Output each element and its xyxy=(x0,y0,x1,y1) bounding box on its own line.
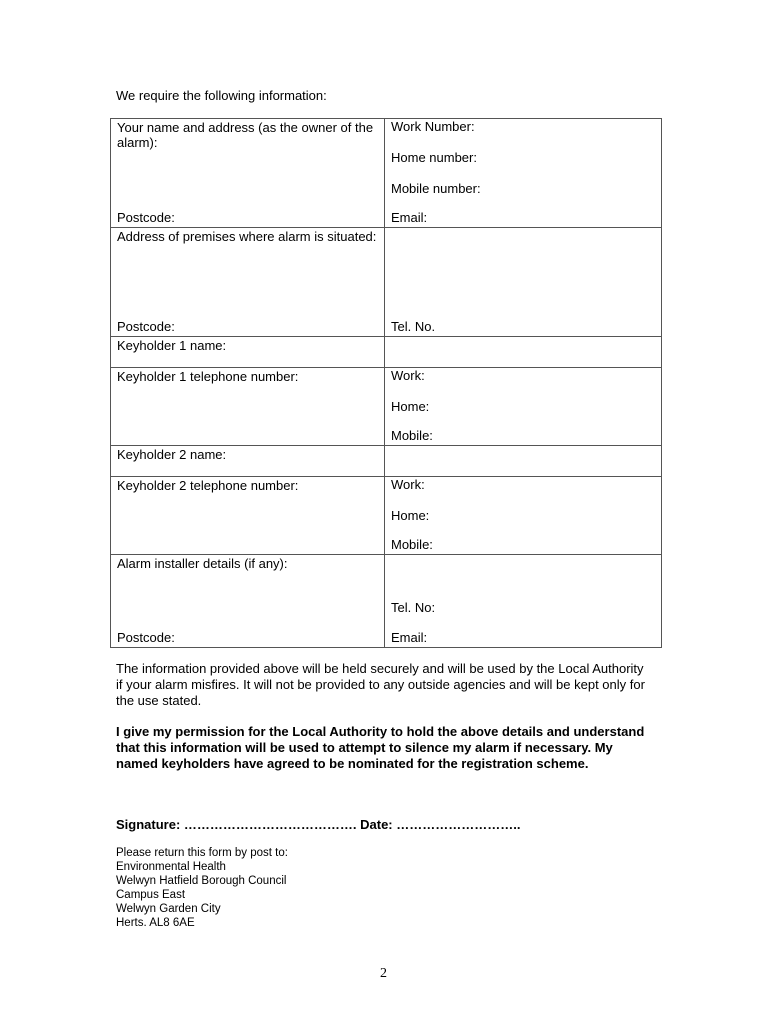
keyholder1-home-label: Home: xyxy=(391,399,430,414)
owner-row xyxy=(111,119,662,228)
keyholder2-home-label: Home: xyxy=(391,508,430,523)
keyholder2-tel-field[interactable] xyxy=(385,477,662,555)
premises-label: Address of premises where alarm is situated: xyxy=(117,229,377,244)
keyholder2-name-label-cell xyxy=(111,446,385,477)
keyholder1-name-field[interactable] xyxy=(385,337,662,368)
premises-row xyxy=(111,228,662,337)
owner-postcode-label: Postcode: xyxy=(117,210,175,225)
keyholder1-mobile-label: Mobile: xyxy=(391,428,433,443)
keyholder1-work-label: Work: xyxy=(391,368,425,383)
signature-date-line[interactable]: Signature: …………………………………. Date: ……………………….. xyxy=(116,817,521,832)
return-address-line: Welwyn Garden City xyxy=(116,903,221,915)
installer-row xyxy=(111,555,662,648)
keyholder1-name-row xyxy=(111,337,662,368)
installer-tel-label: Tel. No: xyxy=(391,600,436,615)
keyholder2-name-field[interactable] xyxy=(385,446,662,477)
keyholder2-mobile-label: Mobile: xyxy=(391,537,433,552)
keyholder1-tel-label-cell xyxy=(111,368,385,446)
installer-email-label: Email: xyxy=(391,630,428,645)
owner-email-label: Email: xyxy=(391,210,428,225)
permission-statement: I give my permission for the Local Authority to hold the above details and understand that this information will be used to attempt to silence my alarm if necessary. My named keyholders have agreed to be nominated for the registration scheme. xyxy=(116,724,645,771)
return-address-line: Herts. AL8 6AE xyxy=(116,917,195,929)
return-address-line: Welwyn Hatfield Borough Council xyxy=(116,875,287,887)
keyholder2-work-label: Work: xyxy=(391,477,425,492)
data-use-notice: The information provided above will be held securely and will be used by the Local Authority if your alarm misfires. It will not be provided to any outside agencies and will be kept only for the use stated. xyxy=(116,661,645,708)
keyholder1-name-label: Keyholder 1 name: xyxy=(117,338,227,353)
return-address-line: Please return this form by post to: xyxy=(116,847,288,859)
keyholder1-tel-row xyxy=(111,368,662,446)
keyholder2-tel-row xyxy=(111,477,662,555)
page-number: 2 xyxy=(380,966,387,981)
keyholder2-tel-label-cell xyxy=(111,477,385,555)
installer-label: Alarm installer details (if any): xyxy=(117,556,288,571)
owner-label: Your name and address (as the owner of the alarm): xyxy=(117,120,374,150)
keyholder2-name-row xyxy=(111,446,662,477)
installer-postcode-label: Postcode: xyxy=(117,630,175,645)
registration-form-table xyxy=(110,118,662,648)
premises-postcode-label: Postcode: xyxy=(117,319,175,334)
keyholder2-tel-label: Keyholder 2 telephone number: xyxy=(117,478,299,493)
return-address-line: Environmental Health xyxy=(116,861,226,873)
owner-home-label: Home number: xyxy=(391,150,477,165)
owner-contact-cell[interactable] xyxy=(385,119,662,228)
premises-tel-label: Tel. No. xyxy=(391,319,436,334)
return-address xyxy=(116,846,288,930)
premises-address-cell[interactable] xyxy=(111,228,385,337)
keyholder2-name-label: Keyholder 2 name: xyxy=(117,447,227,462)
intro-text: We require the following information: xyxy=(116,88,327,103)
return-address-line: Campus East xyxy=(116,889,186,901)
premises-tel-cell[interactable] xyxy=(385,228,662,337)
owner-work-label: Work Number: xyxy=(391,119,475,134)
owner-mobile-label: Mobile number: xyxy=(391,181,481,196)
installer-details-cell[interactable] xyxy=(111,555,385,648)
keyholder1-tel-label: Keyholder 1 telephone number: xyxy=(117,369,299,384)
installer-contact-cell[interactable] xyxy=(385,555,662,648)
owner-details-cell[interactable] xyxy=(111,119,385,228)
keyholder1-name-label-cell xyxy=(111,337,385,368)
keyholder1-tel-field[interactable] xyxy=(385,368,662,446)
